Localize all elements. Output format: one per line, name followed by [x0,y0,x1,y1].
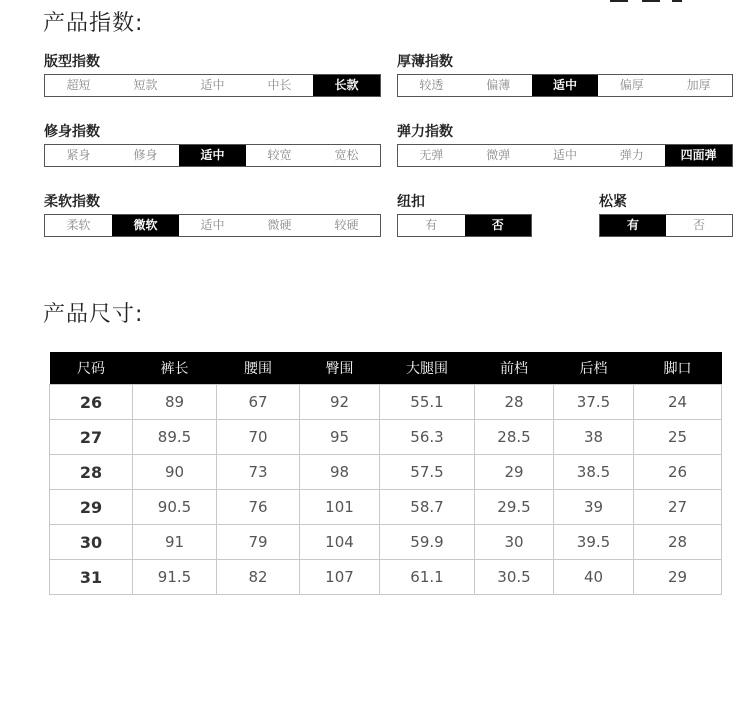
index-option-selected: 适中 [532,75,599,96]
index-option-selected: 有 [600,215,666,236]
table-row [50,385,722,420]
measure-cell: 38 [554,420,634,455]
index-scale [44,144,381,167]
index-option-selected: 否 [465,215,532,236]
measure-cell: 101 [300,490,380,525]
measure-cell: 28.5 [475,420,554,455]
index-option: 短款 [133,78,158,92]
index-option-selected: 微软 [112,215,179,236]
index-option: 无弹 [419,148,444,162]
index-option: 宽松 [334,148,359,162]
column-header: 前档 [475,352,554,385]
size-cell: 28 [50,455,133,490]
index-option: 适中 [200,78,225,92]
size-cell: 26 [50,385,133,420]
measure-cell: 27 [634,490,722,525]
column-header: 脚口 [634,352,722,385]
index-group-thickness [397,52,733,97]
index-label: 弹力指数 [397,124,453,140]
index-group-fit [44,52,381,97]
index-option: 超短 [66,78,91,92]
index-group-waistband [599,192,733,237]
table-row [50,420,722,455]
index-option-selected: 长款 [313,75,380,96]
measure-cell: 67 [217,385,300,420]
measure-cell: 24 [634,385,722,420]
index-option: 偏薄 [486,78,511,92]
measure-cell: 98 [300,455,380,490]
index-option: 较透 [419,78,444,92]
index-scale [397,144,733,167]
table-row [50,525,722,560]
column-header: 臀围 [300,352,380,385]
product-index-title: 产品指数: [43,11,144,36]
measure-cell: 95 [300,420,380,455]
index-option: 适中 [552,148,577,162]
measure-cell: 29 [634,560,722,595]
measure-cell: 28 [634,525,722,560]
measure-cell: 38.5 [554,455,634,490]
index-option: 加厚 [686,78,711,92]
index-scale [397,74,733,97]
measure-cell: 39.5 [554,525,634,560]
size-table-header [50,352,722,385]
index-option: 否 [692,218,705,232]
measure-cell: 82 [217,560,300,595]
size-cell: 27 [50,420,133,455]
index-option: 较宽 [267,148,292,162]
index-option: 微弹 [486,148,511,162]
measure-cell: 29 [475,455,554,490]
index-scale [44,74,381,97]
size-cell: 30 [50,525,133,560]
measure-cell: 59.9 [380,525,475,560]
measure-cell: 73 [217,455,300,490]
index-label: 版型指数 [44,54,100,70]
column-header: 尺码 [50,352,133,385]
table-row [50,455,722,490]
measure-cell: 92 [300,385,380,420]
index-group-slim [44,122,381,167]
index-option: 中长 [267,78,292,92]
measure-cell: 58.7 [380,490,475,525]
index-scale [397,214,532,237]
measure-cell: 70 [217,420,300,455]
index-group-button [397,192,532,237]
index-option: 适中 [200,218,225,232]
index-option: 弹力 [619,148,644,162]
measure-cell: 107 [300,560,380,595]
measure-cell: 40 [554,560,634,595]
measure-cell: 91 [133,525,217,560]
measure-cell: 90.5 [133,490,217,525]
index-scale [599,214,733,237]
index-group-soft [44,192,381,237]
size-table [49,352,722,595]
measure-cell: 56.3 [380,420,475,455]
index-option-selected: 适中 [179,145,246,166]
index-label: 厚薄指数 [397,54,453,70]
index-option: 有 [425,218,438,232]
column-header: 裤长 [133,352,217,385]
index-option: 较硬 [334,218,359,232]
measure-cell: 57.5 [380,455,475,490]
index-option: 偏厚 [619,78,644,92]
table-row [50,490,722,525]
measure-cell: 89.5 [133,420,217,455]
index-label: 柔软指数 [44,194,100,210]
measure-cell: 28 [475,385,554,420]
index-group-elastic [397,122,733,167]
measure-cell: 26 [634,455,722,490]
measure-cell: 90 [133,455,217,490]
measure-cell: 89 [133,385,217,420]
measure-cell: 25 [634,420,722,455]
table-row [50,560,722,595]
measure-cell: 55.1 [380,385,475,420]
index-option: 微硬 [267,218,292,232]
measure-cell: 30 [475,525,554,560]
measure-cell: 39 [554,490,634,525]
measure-cell: 79 [217,525,300,560]
measure-cell: 76 [217,490,300,525]
index-scale [44,214,381,237]
index-option: 修身 [133,148,158,162]
product-size-title: 产品尺寸: [43,302,144,327]
index-option: 柔软 [66,218,91,232]
measure-cell: 29.5 [475,490,554,525]
size-cell: 29 [50,490,133,525]
measure-cell: 104 [300,525,380,560]
measure-cell: 91.5 [133,560,217,595]
column-header: 腰围 [217,352,300,385]
measure-cell: 61.1 [380,560,475,595]
index-label: 纽扣 [397,194,425,210]
index-label: 松紧 [599,194,627,210]
top-decoration [608,0,688,6]
column-header: 后档 [554,352,634,385]
index-option: 紧身 [66,148,91,162]
size-table-body [50,385,722,595]
measure-cell: 37.5 [554,385,634,420]
index-option-selected: 四面弹 [665,145,732,166]
measure-cell: 30.5 [475,560,554,595]
column-header: 大腿围 [380,352,475,385]
index-label: 修身指数 [44,124,100,140]
size-cell: 31 [50,560,133,595]
